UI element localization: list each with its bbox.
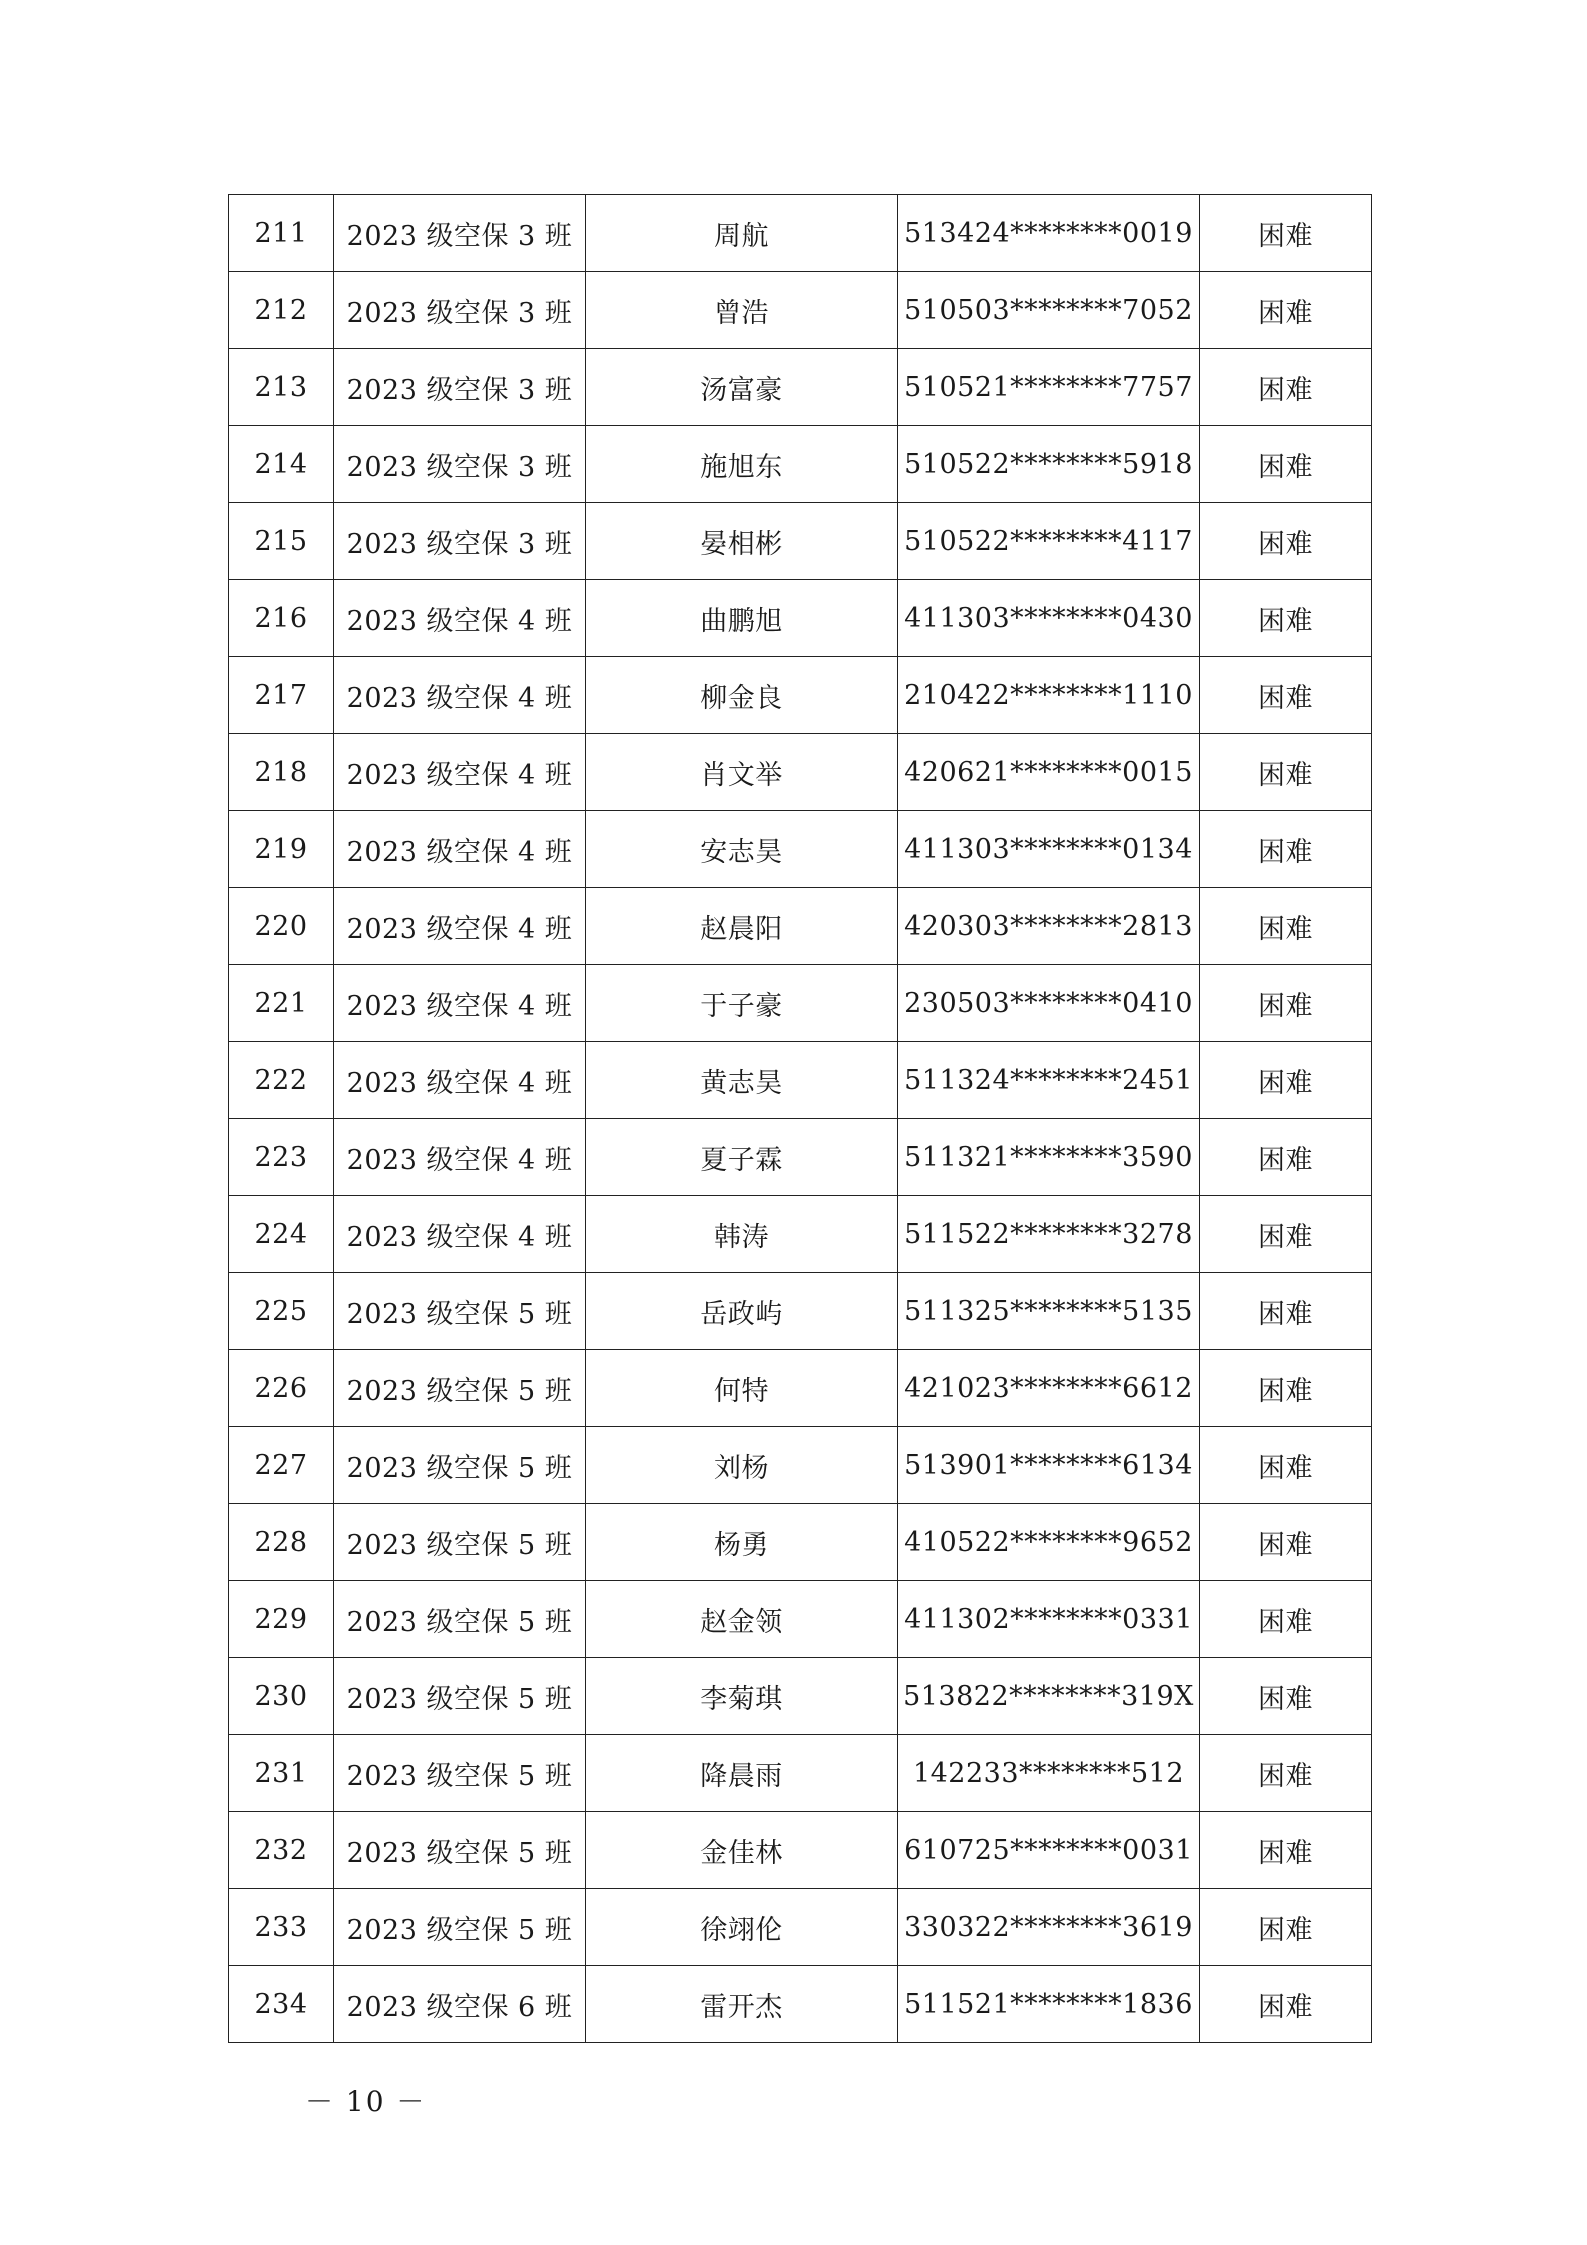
cell-student-name: 安志昊 <box>586 811 898 888</box>
cell-serial-number: 230 <box>229 1658 334 1735</box>
cell-id-number: 142233********512 <box>898 1735 1200 1812</box>
cell-status: 困难 <box>1200 1427 1372 1504</box>
cell-id-number: 421023********6612 <box>898 1350 1200 1427</box>
cell-student-name: 金佳林 <box>586 1812 898 1889</box>
cell-id-number: 510503********7052 <box>898 272 1200 349</box>
table-row <box>229 657 1372 734</box>
cell-status: 困难 <box>1200 195 1372 272</box>
cell-serial-number: 227 <box>229 1427 334 1504</box>
cell-student-name: 于子豪 <box>586 965 898 1042</box>
cell-class: 2023 级空保 5 班 <box>334 1427 586 1504</box>
cell-class: 2023 级空保 5 班 <box>334 1350 586 1427</box>
cell-status: 困难 <box>1200 1119 1372 1196</box>
table-row <box>229 1504 1372 1581</box>
cell-student-name: 徐翊伦 <box>586 1889 898 1966</box>
cell-class: 2023 级空保 3 班 <box>334 349 586 426</box>
cell-serial-number: 224 <box>229 1196 334 1273</box>
cell-class: 2023 级空保 3 班 <box>334 272 586 349</box>
cell-serial-number: 231 <box>229 1735 334 1812</box>
cell-class: 2023 级空保 4 班 <box>334 965 586 1042</box>
cell-serial-number: 216 <box>229 580 334 657</box>
table-row <box>229 1350 1372 1427</box>
cell-class: 2023 级空保 5 班 <box>334 1581 586 1658</box>
cell-id-number: 230503********0410 <box>898 965 1200 1042</box>
cell-id-number: 420303********2813 <box>898 888 1200 965</box>
cell-id-number: 513822********319X <box>898 1658 1200 1735</box>
table-row <box>229 272 1372 349</box>
page-number: － 10 － <box>305 2085 427 2118</box>
cell-class: 2023 级空保 6 班 <box>334 1966 586 2043</box>
table-row <box>229 1658 1372 1735</box>
cell-id-number: 511324********2451 <box>898 1042 1200 1119</box>
cell-id-number: 511325********5135 <box>898 1273 1200 1350</box>
cell-serial-number: 215 <box>229 503 334 580</box>
table-row <box>229 503 1372 580</box>
cell-class: 2023 级空保 5 班 <box>334 1273 586 1350</box>
cell-status: 困难 <box>1200 1504 1372 1581</box>
cell-status: 困难 <box>1200 1966 1372 2043</box>
cell-status: 困难 <box>1200 580 1372 657</box>
cell-class: 2023 级空保 4 班 <box>334 657 586 734</box>
cell-status: 困难 <box>1200 1735 1372 1812</box>
cell-status: 困难 <box>1200 349 1372 426</box>
table-row <box>229 1119 1372 1196</box>
cell-serial-number: 214 <box>229 426 334 503</box>
cell-class: 2023 级空保 5 班 <box>334 1504 586 1581</box>
cell-class: 2023 级空保 4 班 <box>334 888 586 965</box>
cell-status: 困难 <box>1200 965 1372 1042</box>
cell-student-name: 雷开杰 <box>586 1966 898 2043</box>
cell-id-number: 511321********3590 <box>898 1119 1200 1196</box>
cell-serial-number: 219 <box>229 811 334 888</box>
student-roster-table <box>228 194 1372 2043</box>
cell-student-name: 黄志昊 <box>586 1042 898 1119</box>
cell-serial-number: 217 <box>229 657 334 734</box>
cell-class: 2023 级空保 4 班 <box>334 1196 586 1273</box>
cell-student-name: 晏相彬 <box>586 503 898 580</box>
cell-id-number: 420621********0015 <box>898 734 1200 811</box>
cell-status: 困难 <box>1200 657 1372 734</box>
cell-class: 2023 级空保 5 班 <box>334 1735 586 1812</box>
cell-student-name: 赵晨阳 <box>586 888 898 965</box>
cell-id-number: 511522********3278 <box>898 1196 1200 1273</box>
cell-class: 2023 级空保 5 班 <box>334 1812 586 1889</box>
cell-class: 2023 级空保 4 班 <box>334 580 586 657</box>
cell-student-name: 夏子霖 <box>586 1119 898 1196</box>
cell-serial-number: 229 <box>229 1581 334 1658</box>
cell-status: 困难 <box>1200 503 1372 580</box>
cell-status: 困难 <box>1200 272 1372 349</box>
cell-student-name: 肖文举 <box>586 734 898 811</box>
table-row <box>229 1427 1372 1504</box>
cell-serial-number: 223 <box>229 1119 334 1196</box>
cell-serial-number: 225 <box>229 1273 334 1350</box>
table-row <box>229 1889 1372 1966</box>
table-row <box>229 1581 1372 1658</box>
cell-id-number: 513901********6134 <box>898 1427 1200 1504</box>
cell-class: 2023 级空保 3 班 <box>334 426 586 503</box>
cell-student-name: 曾浩 <box>586 272 898 349</box>
cell-id-number: 513424********0019 <box>898 195 1200 272</box>
cell-class: 2023 级空保 4 班 <box>334 1042 586 1119</box>
cell-class: 2023 级空保 3 班 <box>334 195 586 272</box>
cell-id-number: 510522********5918 <box>898 426 1200 503</box>
cell-serial-number: 213 <box>229 349 334 426</box>
table-row <box>229 1273 1372 1350</box>
cell-student-name: 降晨雨 <box>586 1735 898 1812</box>
table-row <box>229 195 1372 272</box>
cell-id-number: 210422********1110 <box>898 657 1200 734</box>
table-row <box>229 1042 1372 1119</box>
cell-student-name: 施旭东 <box>586 426 898 503</box>
cell-id-number: 510522********4117 <box>898 503 1200 580</box>
table-row <box>229 426 1372 503</box>
cell-status: 困难 <box>1200 1273 1372 1350</box>
cell-status: 困难 <box>1200 888 1372 965</box>
cell-id-number: 411303********0134 <box>898 811 1200 888</box>
table-row <box>229 1735 1372 1812</box>
table-row <box>229 580 1372 657</box>
cell-id-number: 411303********0430 <box>898 580 1200 657</box>
cell-student-name: 赵金领 <box>586 1581 898 1658</box>
cell-id-number: 410522********9652 <box>898 1504 1200 1581</box>
table-row <box>229 965 1372 1042</box>
cell-serial-number: 228 <box>229 1504 334 1581</box>
cell-student-name: 岳政屿 <box>586 1273 898 1350</box>
table-row <box>229 734 1372 811</box>
cell-class: 2023 级空保 4 班 <box>334 811 586 888</box>
cell-student-name: 柳金良 <box>586 657 898 734</box>
cell-serial-number: 220 <box>229 888 334 965</box>
cell-student-name: 刘杨 <box>586 1427 898 1504</box>
cell-status: 困难 <box>1200 1196 1372 1273</box>
cell-serial-number: 232 <box>229 1812 334 1889</box>
cell-status: 困难 <box>1200 1350 1372 1427</box>
cell-status: 困难 <box>1200 1658 1372 1735</box>
roster-body <box>229 195 1372 2043</box>
cell-status: 困难 <box>1200 1812 1372 1889</box>
cell-id-number: 330322********3619 <box>898 1889 1200 1966</box>
cell-id-number: 411302********0331 <box>898 1581 1200 1658</box>
cell-status: 困难 <box>1200 1581 1372 1658</box>
cell-class: 2023 级空保 5 班 <box>334 1658 586 1735</box>
cell-serial-number: 234 <box>229 1966 334 2043</box>
cell-student-name: 周航 <box>586 195 898 272</box>
cell-class: 2023 级空保 5 班 <box>334 1889 586 1966</box>
cell-status: 困难 <box>1200 1889 1372 1966</box>
cell-serial-number: 226 <box>229 1350 334 1427</box>
table-row <box>229 888 1372 965</box>
cell-student-name: 李菊琪 <box>586 1658 898 1735</box>
cell-class: 2023 级空保 4 班 <box>334 734 586 811</box>
cell-id-number: 610725********0031 <box>898 1812 1200 1889</box>
cell-student-name: 汤富豪 <box>586 349 898 426</box>
cell-id-number: 510521********7757 <box>898 349 1200 426</box>
table-row <box>229 811 1372 888</box>
cell-student-name: 韩涛 <box>586 1196 898 1273</box>
table-row <box>229 1812 1372 1889</box>
cell-student-name: 何特 <box>586 1350 898 1427</box>
cell-serial-number: 211 <box>229 195 334 272</box>
cell-status: 困难 <box>1200 1042 1372 1119</box>
table-row <box>229 349 1372 426</box>
table-row <box>229 1196 1372 1273</box>
cell-class: 2023 级空保 4 班 <box>334 1119 586 1196</box>
cell-status: 困难 <box>1200 426 1372 503</box>
cell-status: 困难 <box>1200 734 1372 811</box>
cell-serial-number: 218 <box>229 734 334 811</box>
cell-serial-number: 222 <box>229 1042 334 1119</box>
table-row <box>229 1966 1372 2043</box>
cell-student-name: 杨勇 <box>586 1504 898 1581</box>
cell-serial-number: 233 <box>229 1889 334 1966</box>
cell-serial-number: 212 <box>229 272 334 349</box>
cell-student-name: 曲鹏旭 <box>586 580 898 657</box>
cell-class: 2023 级空保 3 班 <box>334 503 586 580</box>
cell-id-number: 511521********1836 <box>898 1966 1200 2043</box>
cell-serial-number: 221 <box>229 965 334 1042</box>
cell-status: 困难 <box>1200 811 1372 888</box>
